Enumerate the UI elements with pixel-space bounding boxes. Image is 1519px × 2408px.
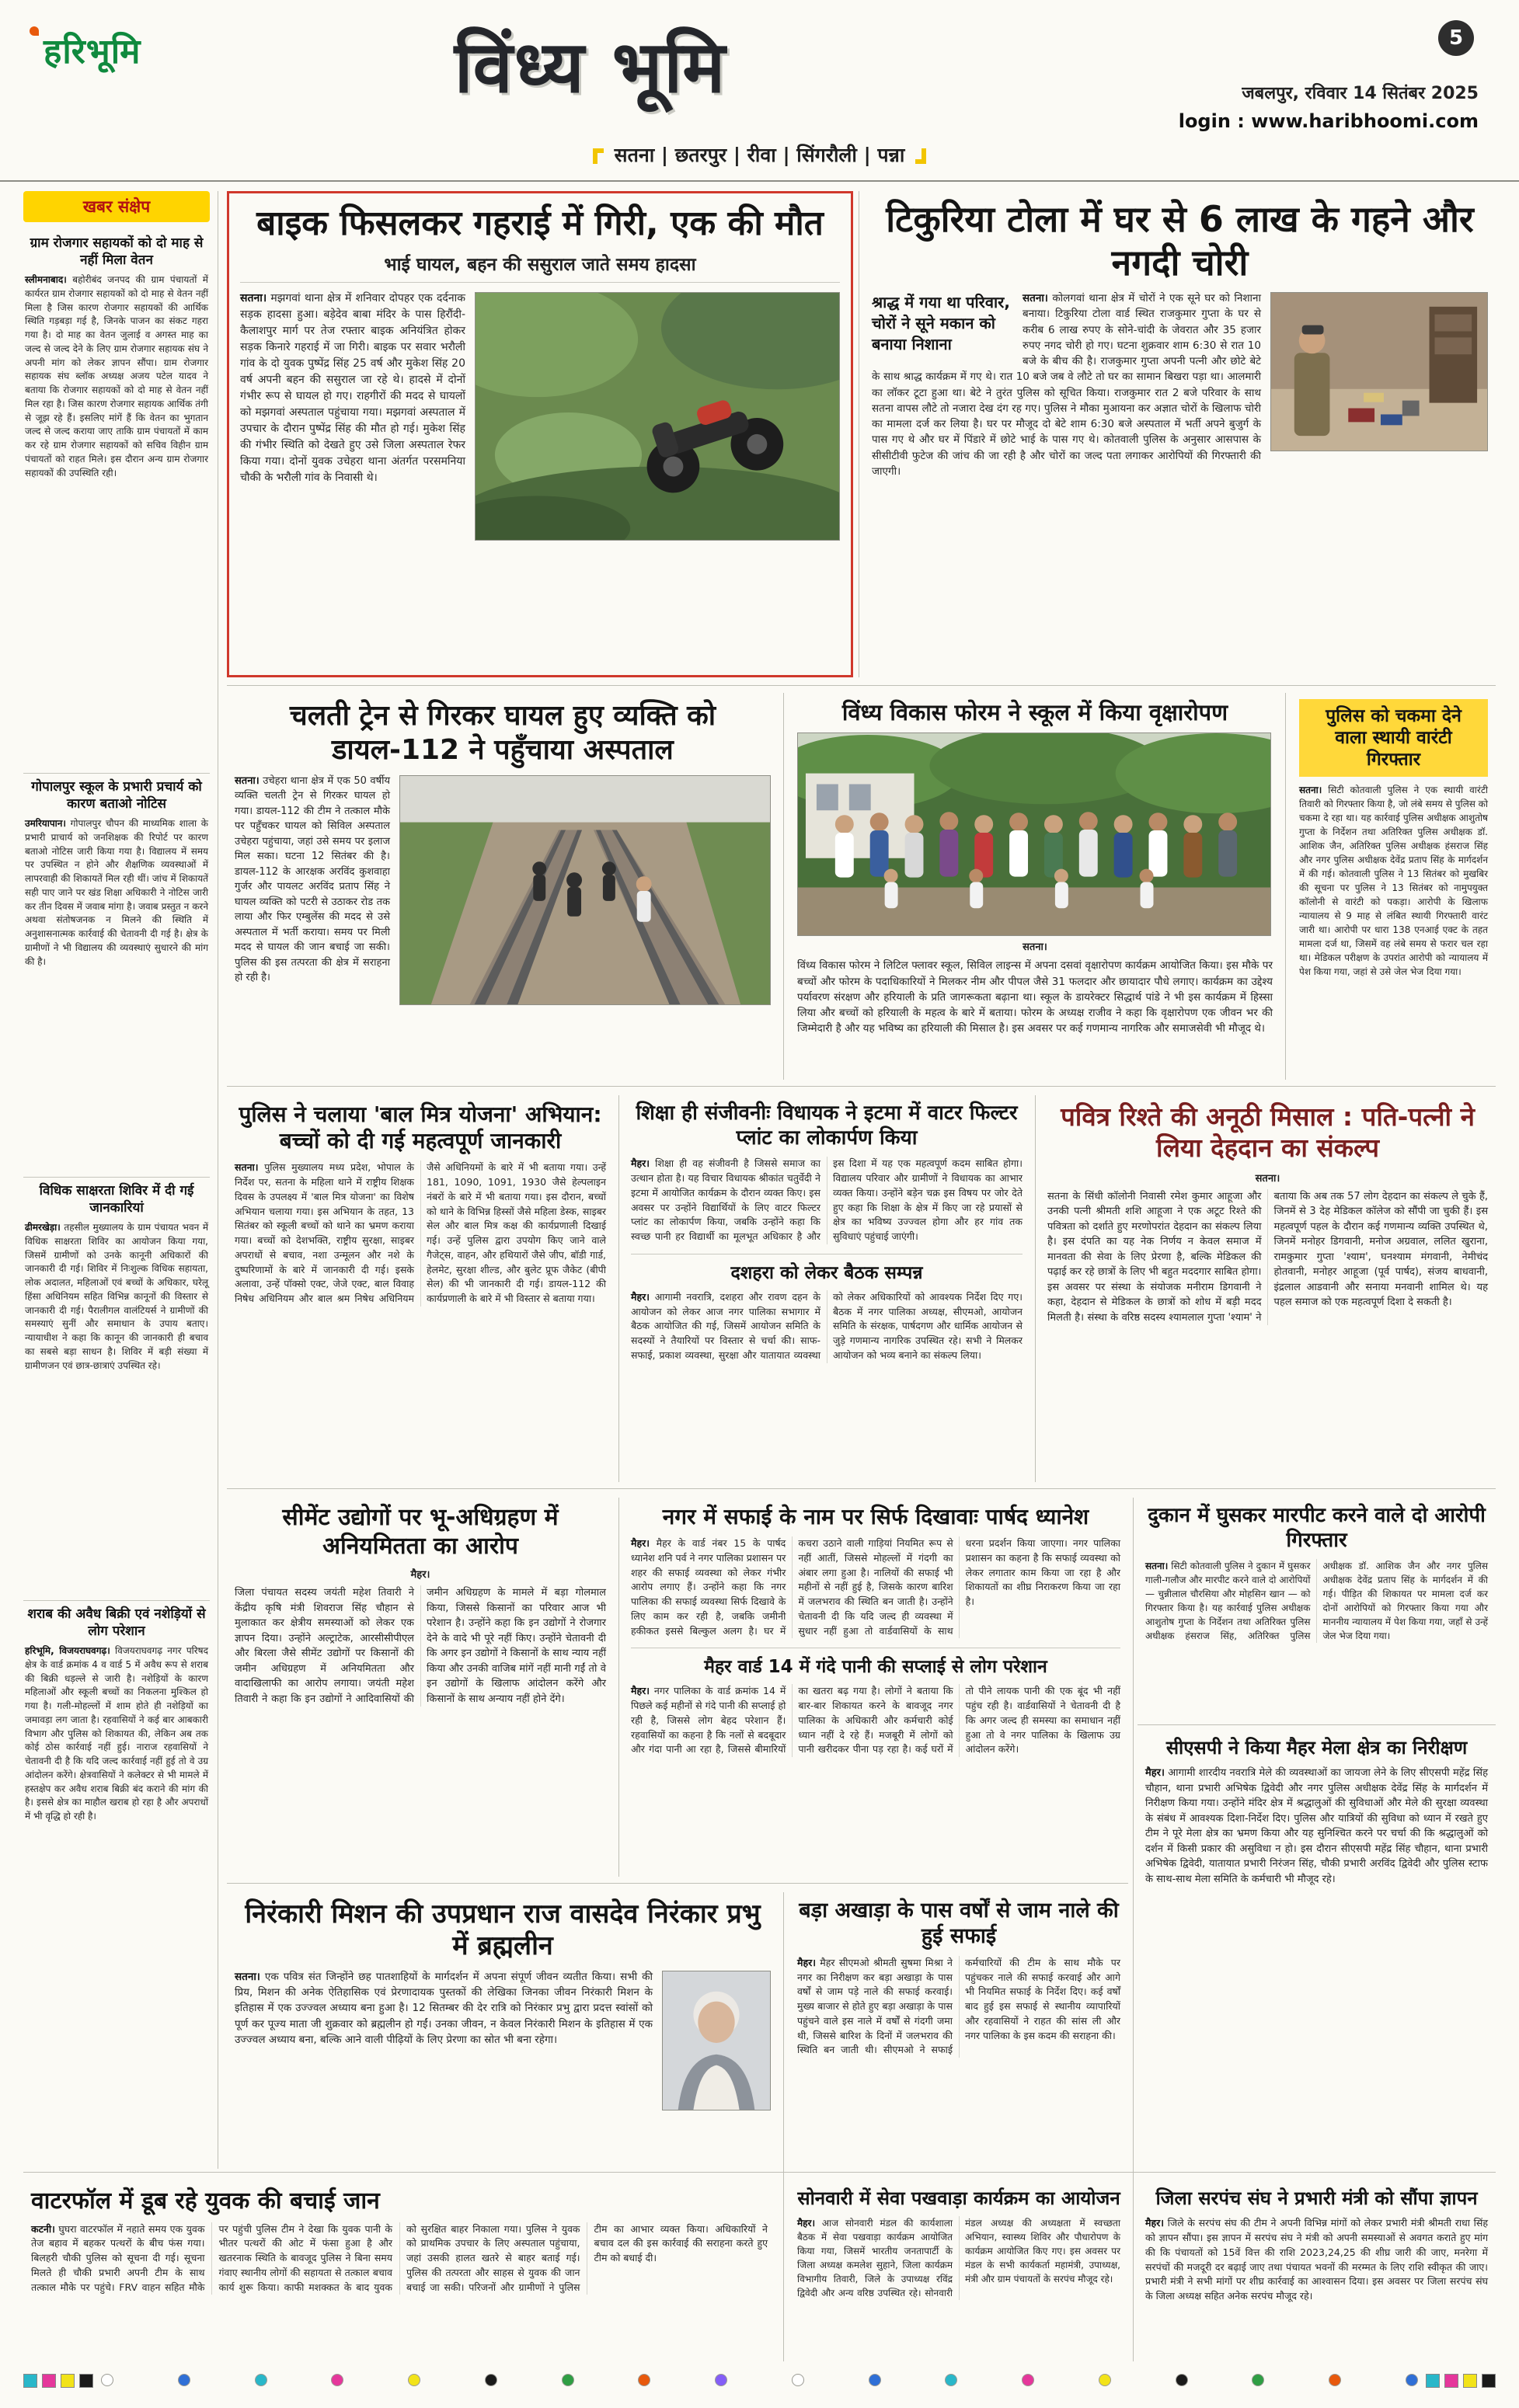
article-body-text: पुलिस मुख्यालय मध्य प्रदेश, भोपाल के निर्देश पर, सतना के महिला थाने में राष्ट्रीय शिक्षक दिवस के उपलक्ष्य में 'बाल मित्र योजना' का विशेष अभियान चलाया गया। इस अभियान के तहत, 13 सितंबर को स्कूली बच्चों को थाने का भ्रमण कराया गया। बच्चों को देशभक्ति, राष्ट्रीय सुरक्षा, साइबर अपराधों से बचाव, नशा उन्मूलन और नशे के दुष्परिणामों के बारे में जानकारी दी गई। इसके अलावा, उन्हें पॉक्सो एक्ट, जेजे एक्ट, बाल विवाह निषेध अधिनियम और बाल श्रम निषेध अधिनियम जैसे अधिनियमों के बारे में भी बताया गया। उन्हें 181, 1090, 1091, 1930 जैसे हेल्पलाइन नंबरों के बारे में भी बताया गया। इस दौरान, बच्चों को थाने के विभिन्न हिस्सों जैसे महिला डेस्क, साइबर सेल और बाल मित्र कक्ष की कार्यप्रणाली दिखाई गई। उन्हें पुलिस द्वारा उपयोग किए जाने वाले गैजेट्स, वाहन, और हथियारों जैसे जीप, बॉडी गार्ड, हेलमेट, सुरक्षा शील्ड, और बुलेट प्रूफ जैकेट (बीपी सेल) की भी जानकारी दी गई। डायल-112 की कार्यप्रणाली के बारे में भी विस्तार से बताया गया।: [235, 1161, 606, 1305]
registration-dot: [562, 2374, 574, 2386]
article-body-text: जिले के सरपंच संघ की टीम ने अपनी विभिन्न मांगों को लेकर प्रभारी मंत्री श्रीमती राधा सिंह को ज्ञापन सौंपा। इस ज्ञापन में सरपंच संघ ने मंत्री को अपनी समस्याओं से अवगत कराते हुए मांग की कि पंचायतों को 15वें वित्त की राशि 2023,24,25 की शीघ्र जारी की जाए, मनरेगा में सरपंचों की मजदूरी दर बढ़ाई जाए तथा पंचायत भवनों की मरम्मत के लिए राशि स्वीकृत की जाए। प्रभारी मंत्री ने सभी मांगों पर शीघ्र कार्रवाई का आश्वासन दिया। इस अवसर पर जिला सरपंच संघ के जिला अध्यक्ष सहित अनेक सरपंच मौजूद रहे।: [1145, 2217, 1488, 2302]
dateline: ढीमरखेड़ा।: [25, 1222, 61, 1234]
article-body: [240, 291, 840, 486]
registration-dot: [869, 2374, 881, 2386]
article-headline: नगर में सफाई के नाम पर सिर्फ दिखावाः पार्षद ध्यानेश: [662, 1504, 1089, 1529]
article-headline: दुकान में घुसकर मारपीट करने वाले दो आरोपी गिरफ्तार: [1148, 1504, 1486, 1552]
brief-item: [23, 774, 210, 1178]
article-body: [631, 1684, 1120, 1757]
article-headline: बाइक फिसलकर गहराई में गिरी, एक की मौत: [256, 204, 824, 243]
news-briefs-title: खबर संक्षेप: [23, 191, 210, 222]
accident-photo: [475, 292, 840, 541]
cmyk-square: [23, 2374, 37, 2388]
column-rule: [618, 1498, 619, 1877]
article-bike-accident: [227, 191, 853, 677]
yellow-bracket-icon: [915, 148, 926, 164]
brief-body-text: बहोरीबंद जनपद की ग्राम पंचायतों में कार्यरत ग्राम रोजगार सहायकों को दो माह से वेतन नहीं मिला है जिस कारण रोजगार सहायकों की आर्थिक स्थिति गड़बड़ा गई है, जिनके पाजन का संकट गहरा गया है। दो माह का वेतन जुलाई व अगस्त माह का जल्द से जल्द देने के लिए ग्राम रोजगार सहायक संघ ने अपनी मांग को लेकर ज्ञापन सौंपा। ग्राम रोजगार सहायक संघ ब्लॉक अध्यक्ष अजय पटेल यादव ने बताया कि रोजगार सहायकों को दो माह से वेतन नहीं मिल रहा है। जिस कारण रोजगार सहायक आर्थिक तंगी से जूझ रहे हैं। इसलिए मांगें हैं कि वेतन का भुगतान जल्द से जल्द कराया जाए ताकि ग्राम पंचायतों में काम कर रहे ग्राम रोजगार सहायकों को सचिव विहीन ग्राम पंचायतों को राहत मिले। इस दौरान अन्य ग्राम रोजगार सहायकों की उपस्थिति रही।: [25, 274, 208, 478]
article-warrant-arrest: [1291, 693, 1496, 1080]
article-body: [1145, 2216, 1488, 2304]
registration-dot: [1099, 2374, 1111, 2386]
article-headline: टिकुरिया टोला में घर से 6 लाख के गहने और नगदी चोरी: [886, 198, 1474, 284]
article-body-text: विंध्य विकास फोरम ने लिटिल फ्लावर स्कूल, सिविल लाइन्स में अपना दसवां वृक्षारोपण कार्यक्रम आयोजित किया। इस मौके पर बच्चों और फोरम के पदाधिकारियों ने मिलकर नीम और पीपल जैसे 31 फलदार और छायादार पौधे लगाए। कार्यक्रम का उद्देश्य पर्यावरण संरक्षण और हरियाली के प्रति जागरूकता बढ़ाना था। स्कूल के डायरेक्टर सिद्धार्थ पांडे ने भी इस कार्यक्रम में हिस्सा लिया और बच्चों को हरियाली के महत्व के बारे में बताया। फोरम के अध्यक्ष राजीव ने कहा कि वृक्षारोपण एक जीवन भर की जिम्मेदारी है और यह भविष्य का हरियाली की मिसाल है। इस अवसर पर कई गणमान्य नागरिक और समाजसेवी भी मौजूद थे।: [797, 959, 1273, 1035]
article-headline: वाटरफॉल में डूब रहे युवक की बचाई जान: [31, 2187, 380, 2215]
plantation-group-photo: [797, 732, 1271, 936]
article-headline: सोनवारी में सेवा पखवाड़ा कार्यक्रम का आयोजन: [797, 2187, 1120, 2209]
registration-dot: [1022, 2374, 1034, 2386]
registration-dot: [945, 2374, 957, 2386]
article-body-text: जिला पंचायत सदस्य जयंती महेश तिवारी ने केंद्रीय कृषि मंत्री शिवराज सिंह चौहान से मुलाकात कर क्षेत्रीय समस्याओं को लेकर एक ज्ञापन दिया। उन्होंने अल्ट्राटेक, आरसीसीपीएल और बिरला जैसे सीमेंट उद्योगों पर किसानों की जमीन अधिग्रहण में अनियमितता और वादाखिलाफी का आरोप लगाया। जयंती महेश तिवारी ने कहा कि इन उद्योगों ने आदिवासियों की जमीन अधिग्रहण के मामले में बड़ा गोलमाल किया, जिससे किसानों का परिवार आज भी परेशान है। उन्होंने कहा कि इन उद्योगों ने रोजगार देने के वादे भी पूरे नहीं किए। उन्होंने चेतावनी दी कि अगर इन उद्योगों ने किसानों के साथ न्याय नहीं किया और उनकी वाजिब मांगें नहीं मानी गईं तो वे इन उद्योगों के खिलाफ आंदोलन करेंगे और किसानों के साथ अन्याय नहीं होने देंगे।: [235, 1587, 606, 1705]
dateline: मैहर।: [797, 2218, 816, 2229]
brief-body-text: विजयराघवगढ़ नगर परिषद क्षेत्र के वार्ड क्रमांक 4 व वार्ड 5 में अवैध रूप से शराब की बिक्री धड़ल्ले से जारी है। नशेड़ियों के कारण महिलाओं और स्कूली बच्चों का निकलना मुश्किल हो गया है। गली-मोहल्लों में शाम होते ही नशेड़ियों का जमावड़ा लग जाता है। रहवासियों ने कई बार आबकारी विभाग और पुलिस को शिकायत की, लेकिन अब तक कोई ठोस कार्रवाई नहीं हुई। नाराज रहवासियों ने चेतावनी दी है कि यदि जल्द कार्रवाई नहीं हुई तो वे उग्र आंदोलन करेंगे। क्षेत्रवासियों ने कलेक्टर से भी मामले में हस्तक्षेप कर अवैध शराब बिक्री बंद कराने की मांग की है। इससे क्षेत्र का माहौल खराब हो रहा है और अपराधों में भी वृद्धि हो रही है।: [25, 1645, 208, 1822]
article-body-text: एक पवित्र संत जिन्होंने छह पातशाहियों के मार्गदर्शन में अपना संपूर्ण जीवन व्यतीत किया। सभी की प्रिय, मिशन की अनेक ऐतिहासिक एवं प्रेरणादायक पुस्तकों की लेखिका जिनका जीवन निरंकारी मिशन के इतिहास में एक उज्ज्वल अध्याय बना हुआ है। 12 सितम्बर की देर रात्रि को निरंकार प्रभु द्वारा प्रदत्त स्वांसों को पूर्ण कर पूज्य माता जी शुक्रवार को ब्रह्मलीन हो गईं। उनका जीवन, न केवल निरंकारी मिशन के इतिहास में एक उज्ज्वल अध्याय बना, बल्कि आने वाली पीढ़ियों के लिए प्रेरणा का स्रोत भी बना रहेगा।: [235, 1970, 653, 2046]
section-rule: [227, 1086, 1496, 1087]
article-kicker: श्राद्ध में गया था परिवार, चोरों ने सूने मकान को बनाया निशाना: [872, 293, 1010, 354]
article-body: [1145, 1559, 1488, 1643]
column-rule: [1285, 693, 1286, 1080]
article-subhead: भाई घायल, बहन की ससुराल जाते समय हादसा: [240, 251, 840, 283]
article-headline: शिक्षा ही संजीवनीः विधायक ने इटमा में वाटर फिल्टर प्लांट का लोकार्पण किया: [636, 1101, 1018, 1150]
dateline: मैहर।: [1145, 1767, 1165, 1780]
dateline: मैहर।: [1145, 2217, 1164, 2229]
page-number-badge: 5: [1438, 20, 1474, 56]
article-headline: पवित्र रिश्ते की अनूठी मिसाल : पति-पत्नी ने लिया देहदान का संकल्प: [1061, 1101, 1475, 1164]
registration-dot: [331, 2374, 343, 2386]
print-registration-bar: [0, 2368, 1519, 2399]
section-rule: [227, 685, 1496, 686]
article-body-text: आगामी शारदीय नवरात्रि मेले की व्यवस्थाओं का जायजा लेने के लिए सीएसपी महेंद्र सिंह चौहान, थाना प्रभारी अभिषेक द्विवेदी और नगर पुलिस अधीक्षक देवेंद्र सिंह के मार्गदर्शन में निरीक्षण किया गया। उन्होंने मंदिर क्षेत्र में श्रद्धालुओं की सुविधाओं और मेले की सुरक्षा व्यवस्था के संबंध में आवश्यक दिशा-निर्देश दिए। पुलिस और यात्रियों की सुविधा को ध्यान में रखते हुए टीम ने पूरे मेला क्षेत्र का भ्रमण किया और यह सुनिश्चित करने पर चर्चा की कि श्रद्धालुओं को दर्शन में किसी प्रकार की असुविधा न हो। इस दौरान सीएसपी महेंद्र सिंह चौहान, थाना प्रभारी अभिषेक द्विवेदी, यातायात प्रभारी निरंजन सिंह, चौकी प्रभारी अरविंद द्विवेदी और पुलिस स्टाफ के साथ-साथ मेला समिति के कर्मचारी भी मौजूद रहे।: [1145, 1767, 1488, 1885]
section-rule: [1138, 1724, 1496, 1725]
cmyk-square: [42, 2374, 56, 2388]
article-headline: पुलिस को चकमा देने वाला स्थायी वारंटी गिरफ्तार: [1299, 699, 1488, 777]
article-body-text: उचेहरा थाना क्षेत्र में एक 50 वर्षीय व्यक्ति चलती ट्रेन से गिरकर घायल हो गया। डायल-112 की टीम ने तत्काल मौके पर पहुँचकर घायल को सिविल अस्पताल उचेहरा पहुंचाया, जहां उसे समय पर इलाज मिल सका। घटना 12 सितंबर की है। डायल-112 के आरक्षक अरविंद कुशवाहा गुर्जर और पायलट अरविंद प्रताप सिंह ने घायल व्यक्ति को पटरी से उठाकर रोड तक लाया और फिर एम्बुलेंस की मदद से उसे अस्पताल में भर्ती कराया। समय पर मिली मदद से घायल की जान बचाई जा सकी। पुलिस की इस तत्परता की क्षेत्र में सराहना हो रही है।: [235, 774, 390, 984]
dateline: सतना।: [240, 291, 267, 304]
article-body-text: नगर पालिका के वार्ड क्रमांक 14 में पिछले कई महीनों से गंदे पानी की सप्लाई हो रही है, जिससे लोग बेहद परेशान हैं। रहवासियों का कहना है कि नलों से बदबूदार और गंदा पानी आ रहा है, जिससे बीमारियों का खतरा बढ़ गया है। लोगों ने बताया कि बार-बार शिकायत करने के बावजूद नगर पालिका के अधिकारी और कर्मचारी कोई ध्यान नहीं दे रहे हैं। मजबूरी में लोगों को पानी खरीदकर पीना पड़ रहा है। कई घरों में तो पीने लायक पानी की एक बूंद भी नहीं पहुंच रही है। वार्डवासियों ने चेतावनी दी है कि अगर जल्द ही समस्या का समाधान नहीं हुआ तो वे नगर पालिका के खिलाफ उग्र आंदोलन करेंगे।: [631, 1685, 1120, 1756]
brief-item: [23, 1601, 210, 2160]
article-body-text: घुघरा वाटरफॉल में नहाते समय एक युवक तेज बहाव में बहकर पत्थरों के बीच फंस गया। बिलहरी चौकी पुलिस को सूचना दी गई। सूचना मिलते ही चौकी प्रभारी अपनी टीम के साथ तत्काल मौके पर पहुंचे। FRV वाहन सहित मौके पर पहुंची पुलिस टीम ने देखा कि युवक पानी के भीतर पत्थरों की ओट में फंसा हुआ है और खतरनाक स्थिति के बावजूद पुलिस ने बिना समय गंवाए स्थानीय लोगों की सहायता से तत्काल बचाव कार्य शुरू किया। काफी मशक्कत के बाद युवक को सुरक्षित बाहर निकाला गया। पुलिस ने युवक को प्राथमिक उपचार के लिए अस्पताल पहुंचाया, जहां उसकी हालत खतरे से बाहर बताई गई। पुलिस की तत्परता और साहस से युवक की जान बचाई जा सकी। परिजनों और ग्रामीणों ने पुलिस टीम का आभार व्यक्त किया। अधिकारियों ने बचाव दल की इस कार्रवाई की सराहना करते हुए टीम को बधाई दी।: [31, 2222, 768, 2293]
registration-dot: [792, 2374, 804, 2386]
cmyk-square: [1426, 2374, 1440, 2388]
article-seva-pakhwada: [789, 2181, 1128, 2361]
registration-dot: [408, 2374, 420, 2386]
cities-bar: [0, 141, 1519, 168]
brief-body-text: गोपालपुर चौपन की माध्यमिक शाला के प्रभारी प्राचार्य को जनशिक्षक की रिपोर्ट पर कारण बताओ नोटिस जारी किया गया है। विद्यालय में समय पर उपस्थित न होने और शैक्षणिक व्यवस्थाओं में लापरवाही की शिकायतें मिल रही थीं। जांच में शिकायतें सही पाए जाने पर खंड शिक्षा अधिकारी ने नोटिस जारी कर तीन दिवस में जवाब मांगा है। जवाब प्रस्तुत न करने अथवा संतोषजनक न मिलने की स्थिति में अनुशासनात्मक कार्रवाई की चेतावनी दी गई है। क्षेत्र के ग्रामीणों ने भी विद्यालय की व्यवस्थाएं सुधारने की मांग की है।: [25, 818, 208, 967]
registration-dot: [255, 2374, 267, 2386]
cmyk-square: [1444, 2374, 1458, 2388]
article-body: [797, 2216, 1120, 2300]
article-bal-mitra: [227, 1095, 614, 1482]
cmyk-square: [1463, 2374, 1477, 2388]
registration-dot: [638, 2374, 650, 2386]
section-rule: [23, 2172, 1496, 2173]
article-headline: पुलिस ने चलाया 'बाल मित्र योजना' अभियान: बच्चों को दी गई महत्वपूर्ण जानकारी: [239, 1101, 602, 1154]
brief-headline: ग्राम रोजगार सहायकों को दो माह से नहीं मिला वेतन: [30, 235, 204, 269]
dateline: उमरियापान।: [25, 818, 66, 830]
article-city-cleaning: [623, 1498, 1128, 1877]
section-rule: [227, 1883, 1128, 1884]
article-body: [235, 774, 771, 986]
brief-headline: विधिक साक्षरता शिविर में दी गई जानकारियां: [39, 1183, 194, 1216]
article-headline: दशहरा को लेकर बैठक सम्पन्न: [631, 1254, 1023, 1284]
edition-date: जबलपुर, रविवार 14 सितंबर 2025: [1242, 84, 1479, 103]
cmyk-left: [23, 2374, 93, 2388]
yellow-bracket-icon: [593, 148, 604, 164]
cmyk-right: [1426, 2374, 1496, 2388]
article-body-donation: [1040, 1095, 1496, 1482]
brief-body: [25, 1221, 208, 1373]
dateline: हरिभूमि, विजयराघवगढ़।: [25, 1645, 110, 1657]
dots-row: [101, 2374, 1418, 2386]
article-headline: निरंकारी मिशन की उपप्रधान राज वासदेव निरंकार प्रभु में ब्रह्मलीन: [245, 1898, 761, 1962]
article-body-text: सिटी कोतवाली पुलिस ने एक स्थायी वारंटी तिवारी को गिरफ्तार किया है, जो लंबे समय से पुलिस को चकमा दे रहा था। यह कार्रवाई पुलिस अधीक्षक आशुतोष गुप्ता के निर्देशन तथा अतिरिक्त पुलिस अधीक्षक डॉ. आशिक जैन, अतिरिक्त पुलिस अधीक्षक हंसराज सिंह और नगर पुलिस अधीक्षक देवेंद्र प्रताप सिंह के मार्गदर्शन में की गई। कोतवाली पुलिस ने 13 सितंबर को मुखबिर की सूचना पर पुलिस ने 13 सितंबर को नामुपयुक्त कॉलोनी से वारंटी को पकड़ा। आरोपी के खिलाफ न्यायालय से 9 माह से लंबित स्थायी गिरफ्तारी वारंट जारी था। आरोपी पर धारा 138 एनआई एक्ट के तहत मामला दर्ज था, जिसमें वह लंबे समय से फरार चल रहा था। मेडिकल परीक्षण के उपरांत आरोपी को न्यायालय में पेश किया गया, जहां से उसे जेल भेज दिया गया।: [1299, 785, 1488, 978]
registration-dot: [715, 2374, 727, 2386]
article-body: [235, 1161, 606, 1307]
article-body: [1145, 1766, 1488, 1887]
dateline: सतना।: [235, 774, 260, 787]
article-train-fall: [227, 693, 779, 1080]
dateline: सतना।: [1145, 1561, 1169, 1572]
section-rule: [227, 1488, 1496, 1489]
article-headline: विंध्य विकास फोरम ने स्कूल में किया वृक्षारोपण: [841, 699, 1228, 726]
dateline: मैहर।: [797, 1956, 816, 1968]
brief-body: [25, 817, 208, 969]
article-drain-cleaning: [789, 1892, 1128, 2166]
brief-headline: गोपालपुर स्कूल के प्रभारी प्रचार्य को कारण बताओ नोटिस: [31, 779, 202, 813]
article-body: [235, 1585, 606, 1707]
article-body: [872, 291, 1488, 479]
registration-dot: [1406, 2374, 1418, 2386]
dateline: सतना।: [235, 1970, 260, 1983]
article-body: [797, 958, 1273, 1036]
brief-body-text: तहसील मुख्यालय के ग्राम पंचायत भवन में विधिक साक्षरता शिविर का आयोजन किया गया, जिसमें ग्रामीणों को उनके कानूनी अधिकारों की जानकारी दी गई। शिविर में निःशुल्क विधिक सहायता, लोक अदालत, महिलाओं एवं बच्चों के अधिकार, घरेलू हिंसा अधिनियम सहित विभिन्न कानूनों की विस्तार से जानकारी दी गई। पैरालीगल वालंटियर्स ने ग्रामीणों की समस्याएं सुनीं और समाधान के उपाय बताए। न्यायाधीश ने कहा कि कानून की जानकारी ही बचाव का सबसे बड़ा साधन है। शिविर में बड़ी संख्या में ग्रामीणजन एवं छात्र-छात्राएं उपस्थित रहे।: [25, 1222, 208, 1371]
article-jewel-theft: [864, 191, 1496, 677]
article-water-filter: [623, 1095, 1030, 1482]
registration-dot: [1252, 2374, 1264, 2386]
article-body-text: शिक्षा ही वह संजीवनी है जिससे समाज का उत्थान होता है। यह विचार विधायक श्रीकांत चतुर्वेदी ने इटमा में आयोजित कार्यक्रम के दौरान व्यक्त किए। इस अवसर पर उन्होंने विद्यार्थियों के लिए वाटर फिल्टर प्लांट का लोकार्पण किया, जबकि उन्होंने कहा कि स्वच्छ पानी हर विद्यार्थी का मूलभूत अधिकार है और इस दिशा में यह एक महत्वपूर्ण कदम साबित होगा। विद्यालय परिवार और ग्रामीणों ने विधायक का आभार व्यक्त किया। उन्होंने बड़ेन चक्र इस विषय पर जोर देते हुए कहा कि शिक्षा के क्षेत्र में किए जा रहे प्रयासों से क्षेत्र का भविष्य उज्ज्वल होगा और हर गांव तक सुविधाएं पहुंचाई जाएंगी।: [631, 1157, 1023, 1243]
article-headline: सीमेंट उद्योगों पर भू-अधिग्रहण में अनियमितता का आरोप: [282, 1504, 559, 1560]
registration-dot: [178, 2374, 190, 2386]
registration-dot: [1176, 2374, 1188, 2386]
dateline: सतना।: [1023, 292, 1048, 305]
article-body: [235, 1969, 771, 2048]
article-shop-assault: [1138, 1498, 1496, 1720]
article-headline: चलती ट्रेन से गिरकर घायल हुए व्यक्ति को डायल-112 ने पहुँचाया अस्पताल: [289, 700, 716, 766]
registration-dot: [101, 2374, 113, 2386]
dateline: मैहर।: [631, 1157, 650, 1170]
dateline: मैहर।: [631, 1290, 650, 1303]
dateline: स्लीमनाबाद।: [25, 274, 67, 286]
article-body: [797, 1956, 1120, 2058]
article-body-text: कोलगवां थाना क्षेत्र में चोरों ने एक सूने घर को निशाना बनाया। टिकुरिया टोला वार्ड स्थित राजकुमार गुप्ता के घर से करीब 6 लाख रुपए के सोने-चांदी के जेवरात और 35 हजार रुपए नगद चोरी हो गए। घटना शुक्रवार शाम 6:30 से रात 10 बजे के बीच की है। राजकुमार गुप्ता अपनी पत्नी और छोटे बेटे के साथ श्राद्ध कार्यक्रम में गए थे। रात 10 बजे जब वे लौटे तो घर का सामान बिखरा पड़ा था। आलमारी का लॉकर टूटा हुआ था। बेटे ने तुरंत पुलिस को सूचित किया। राजकुमार रात 2 बजे परिवार के साथ सतना वापस लौटे तो नजारा देख दंग रह गए। पुलिस ने मौका मुआयना कर अज्ञात चोरों के खिलाफ चोरी का मामला दर्ज कर लिया है। घर पर मौजूद दो बेटे शाम 6:30 बजे अस्पताल में भर्ती अपने बुजुर्ग के पास गए थे और घर में पिंडारे में छोटे भाई के पास गए थे। कोतवाली पुलिस के अनुसार आसपास के सीसीटीवी फुटेज की जांच की जा रही है और चोरों का जल्द पता लगाकर आरोपियों की गिरफ्तारी की जाएगी।: [872, 292, 1261, 478]
column-rule: [1133, 1498, 1134, 2361]
dateline: सतना।: [1299, 785, 1322, 796]
dateline: मैहर।: [631, 1537, 650, 1550]
dateline: सतना।: [235, 1161, 259, 1174]
article-body-text: सतना के सिंधी कॉलोनी निवासी रमेश कुमार आहूजा और उनकी पत्नी श्रीमती शशि आहूजा ने एक अटूट रिश्ते की पवित्रता को दर्शाते हुए मरणोपरांत देहदान का संकल्प लिया है। इस दंपति का यह नेक निर्णय न केवल समाज में मानवता की सेवा के लिए प्रेरणा है, बल्कि मेडिकल की पढ़ाई कर रहे छात्रों के लिए भी बहुत मददगार साबित होगा। इस अवसर पर संस्था के संयोजक मनीराम डिगवानी ने कहा, देहदान से मेडिकल के छात्रों को शोध में बड़ी मदद मिलती है। संस्था के वरिष्ठ सदस्य श्यामलाल गुप्ता 'श्याम' ने बताया कि अब तक 57 लोग देहदान का संकल्प ले चुके हैं, जिनमें से 3 देह मेडिकल कॉलेज को सौंपी जा चुकी हैं। इस महत्वपूर्ण पहल के दौरान कई गणमान्य व्यक्ति उपस्थित थे, जिनमें मनोहर डिगवानी, मनोज अग्रवाल, ललित खुराना, रामकुमार गुप्ता 'श्याम', घनश्याम मंगवानी, नेमीचंद होतवानी, मनोहर आहूजा (पूर्व पार्षद), संजय बाधवानी, इंद्रलाल आडवानी और सनाया मनवानी शामिल थे। यह पहल समाज को एक महत्वपूर्ण दिशा दे सकती है।: [1047, 1190, 1488, 1324]
cities-text: सतना | छतरपुर | रीवा | सिंगरौली | पन्ना: [614, 144, 905, 166]
article-csp-inspection: [1138, 1731, 1496, 2166]
article-body-text: आगामी नवरात्रि, दशहरा और रावण दहन के आयोजन को लेकर आज नगर पालिका सभागार में बैठक आयोजित की गई, जिसमें आयोजन समिति के सदस्यों ने तैयारियों पर विस्तार से चर्चा की। साफ-सफाई, प्रकाश व्यवस्था, सुरक्षा और यातायात व्यवस्था को लेकर अधिकारियों को आवश्यक निर्देश दिए गए। बैठक में नगर पालिका अध्यक्ष, सीएमओ, आयोजन समिति के संरक्षक, पार्षदगण और धार्मिक आयोजन से जुड़े गणमान्य नागरिक उपस्थित रहे। सभी ने मिलकर आयोजन को भव्य बनाने का संकल्प लिया।: [631, 1290, 1023, 1361]
brief-headline: शराब की अवैध बिक्री एवं नशेड़ियों से लोग परेशान: [27, 1606, 206, 1640]
railway-photo: [399, 775, 771, 1005]
publisher-logo: हरिभूमि: [30, 26, 141, 73]
article-body: [631, 1536, 1120, 1638]
theft-scene-photo: [1270, 292, 1488, 451]
article-body: [631, 1290, 1023, 1363]
dateline: कटनी।: [31, 2222, 55, 2235]
article-body-text: मझगवां थाना क्षेत्र में शनिवार दोपहर एक दर्दनाक सड़क हादसा हुआ। बड़ेदेव बाबा मंदिर के पास हिरौंदी-कैलाशपुर मार्ग पर तेज रफ्तार बाइक अनियंत्रित होकर सड़क किनारे गहराई में जा गिरी। बाइक पर सवार भरौली गांव के दो युवक पुष्पेंद्र सिंह 25 वर्ष और मुकेश सिंह 20 वर्ष अपनी बहन की ससुराल जा रहे थे। हादसे में दोनों गंभीर रूप से घायल हो गए। राहगीरों की मदद से घायलों को मझगवां अस्पताल पहुंचाया गया। मझगवां अस्पताल में उपचार के दौरान पुष्पेंद्र सिंह की मौत हो गई। मुकेश सिंह की गंभीर स्थिति को देखते हुए उसे जिला अस्पताल रेफर किया गया। दोनों युवक उचेहरा थाना अंतर्गत परसमनिया चौकी के भरौली गांव के निवासी थे।: [240, 291, 465, 484]
article-headline: मैहर वार्ड 14 में गंदे पानी की सप्लाई से लोग परेशान: [631, 1648, 1120, 1678]
article-headline: बड़ा अखाड़ा के पास वर्षों से जाम नाले की हुई सफाई: [799, 1898, 1119, 1948]
paper-title: विंध्य भूमि: [454, 26, 727, 109]
cmyk-square: [61, 2374, 75, 2388]
article-waterfall-rescue: [23, 2181, 775, 2361]
article-body-text: मैहर सीएमओ श्रीमती सुषमा मिश्रा ने नगर का निरीक्षण कर बड़ा अखाड़ा के पास वर्षों से जाम पड़े नाले की सफाई करवाई। मुख्य बाजार से होते हुए बड़ा अखाड़ा के पास पहुंचने वाले इस नाले में वर्षों से गंदगी जमा थी, जिससे बारिश के दिनों में जलभराव की स्थिति बन जाती थी। सीएमओ ने सफाई कर्मचारियों की टीम के साथ मौके पर पहुंचकर नाले की सफाई करवाई और आगे भी नियमित सफाई के निर्देश दिए। कई वर्षों बाद हुई इस सफाई से स्थानीय व्यापारियों और रहवासियों ने राहत की सांस ली और नगर पालिका के इस कदम की सराहना की।: [797, 1956, 1120, 2056]
brief-body: [25, 1644, 208, 1824]
brief-item: [23, 1178, 210, 1601]
obituary-portrait-photo: [662, 1971, 771, 2110]
login-url: login : www.haribhoomi.com: [1178, 110, 1479, 132]
column-rule: [618, 1095, 619, 1482]
registration-dot: [1329, 2374, 1341, 2386]
article-body: [1299, 783, 1488, 979]
cmyk-square: [79, 2374, 93, 2388]
article-tree-plantation: [789, 693, 1280, 1080]
article-headline: जिला सरपंच संघ ने प्रभारी मंत्री को सौंपा ज्ञापन: [1155, 2187, 1478, 2209]
article-sarpanch-memo: [1138, 2181, 1496, 2361]
column-rule: [783, 1892, 784, 2361]
article-nirankari-obituary: [227, 1892, 779, 2166]
dateline: सतना।: [1255, 1172, 1280, 1185]
article-body: [31, 2222, 768, 2295]
article-body-text: मैहर के वार्ड नंबर 15 के पार्षद ध्यानेश शनि पर्व ने नगर पालिका प्रशासन पर शहर की सफाई व्यवस्था को लेकर गंभीर आरोप लगाए हैं। उन्होंने कहा कि नगर पालिका की सफाई व्यवस्था सिर्फ दिखावे के लिए काम कर रही है, जबकि जमीनी हकीकत इससे बिल्कुल अलग है। घर में कचरा उठाने वाली गाड़ियां नियमित रूप से नहीं आतीं, जिससे मोहल्लों में गंदगी का अंबार लगा हुआ है। नालियों की सफाई भी महीनों से नहीं हुई है, जिसके कारण बारिश में जलभराव की स्थिति बन जाती है। उन्होंने चेतावनी दी कि यदि जल्द ही व्यवस्था में सुधार नहीं हुआ तो वार्डवासियों के साथ धरना प्रदर्शन किया जाएगा। नगर पालिका प्रशासन का कहना है कि सफाई व्यवस्था को लेकर लगातार काम किया जा रहा है और शिकायतों का शीघ्र निराकरण किया जा रहा है।: [631, 1537, 1120, 1637]
article-body: [631, 1157, 1023, 1244]
column-rule: [1035, 1095, 1036, 1482]
column-rule: [783, 693, 784, 1080]
registration-dot: [485, 2374, 497, 2386]
article-body-text: आज सोनवारी मंडल की कार्यशाला बैठक में सेवा पखवाड़ा कार्यक्रम आयोजित किया गया, जिसमें भारतीय जनतापार्टी के जिला अध्यक्ष कमलेश सुहाने, जिला कार्यक्रम विभागीय तिवारी, जिले के उपाध्यक्ष रविंद्र द्विवेदी और अन्य वरिष्ठ उपस्थित रहे। सोनवारी मंडल अध्यक्ष की अध्यक्षता में स्वच्छता अभियान, स्वास्थ्य शिविर और पौधारोपण के कार्यक्रम आयोजित किए गए। इस अवसर पर मंडल के सभी कार्यकर्ता महामंत्री, उपाध्यक्ष, मंत्री और ग्राम पंचायतों के सरपंच मौजूद रहे।: [797, 2218, 1120, 2299]
article-cement-land: [227, 1498, 614, 1877]
brief-item: [23, 230, 210, 774]
article-body: [1047, 1189, 1488, 1326]
dateline: मैहर।: [410, 1569, 430, 1582]
news-briefs-sidebar: [23, 191, 210, 2166]
masthead: [0, 0, 1519, 182]
article-body-text: सिटी कोतवाली पुलिस ने दुकान में घुसकर गाली-गलौज और मारपीट करने वाले दो आरोपियों — चुन्नीलाल चौरसिया और मोहसिन खान — को गिरफ्तार किया है। यह कार्रवाई पुलिस अधीक्षक आशुतोष गुप्ता के निर्देशन तथा अतिरिक्त पुलिस अधीक्षक हंसराज सिंह, अतिरिक्त पुलिस अधीक्षक डॉ. आशिक जैन और नगर पुलिस अधीक्षक देवेंद्र प्रताप सिंह के मार्गदर्शन में की गई। पीड़ित की शिकायत पर मामला दर्ज कर दोनों आरोपियों को गिरफ्तार किया गया और माननीय न्यायालय में पेश किया गया, जहाँ से उन्हें जेल भेज दिया गया।: [1145, 1561, 1488, 1642]
article-headline: सीएसपी ने किया मैहर मेला क्षेत्र का निरीक्षण: [1165, 1737, 1468, 1759]
cmyk-square: [1482, 2374, 1496, 2388]
photo-caption: सतना।: [1023, 941, 1047, 954]
brief-body: [25, 273, 208, 480]
dateline: मैहर।: [631, 1685, 650, 1697]
